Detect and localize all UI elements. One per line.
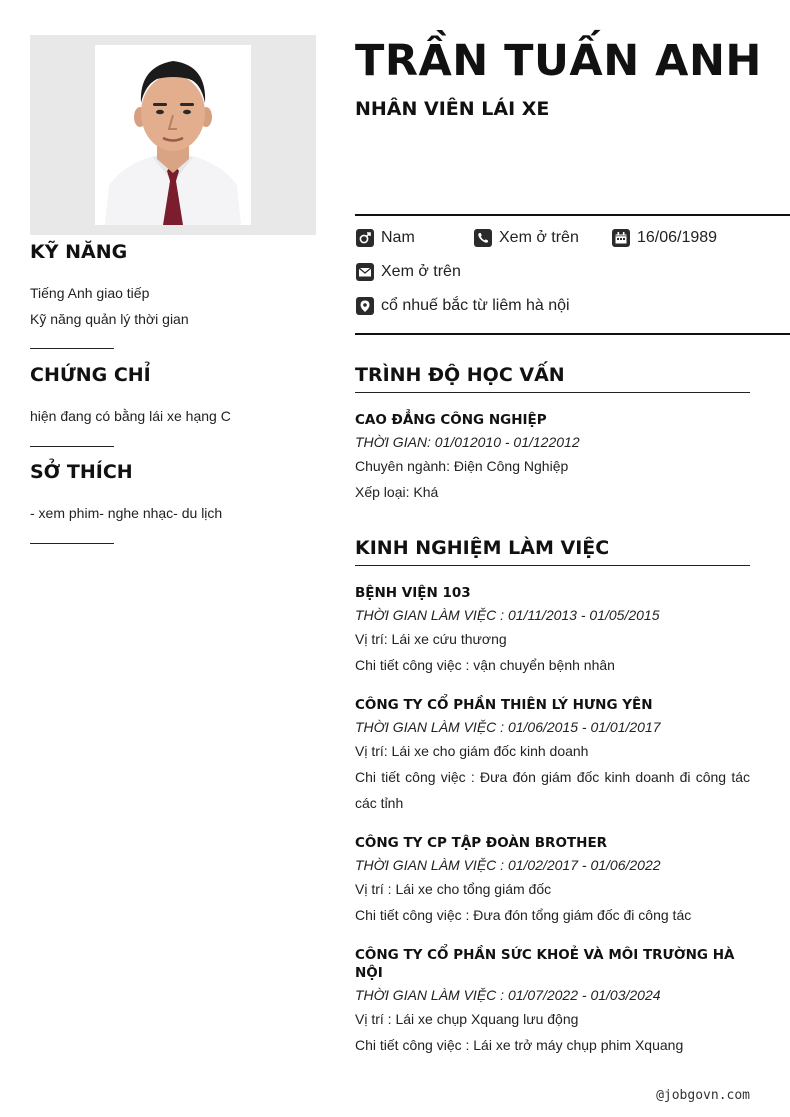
experience-position: Vị trí : Lái xe chụp Xquang lưu động: [355, 1011, 579, 1027]
birthday-value: 16/06/1989: [637, 229, 718, 246]
email-value: Xem ở trên: [381, 263, 461, 280]
calendar-icon: [612, 229, 630, 247]
experience-detail: Chi tiết công việc : Đưa đón giám đốc kinh doanh đi công tác các tỉnh: [355, 769, 750, 811]
experience-company: CÔNG TY CP TẬP ĐOÀN BROTHER: [355, 835, 608, 851]
experience-position: Vị trí: Lái xe cho giám đốc kinh doanh: [355, 743, 589, 759]
experience-entry: [355, 834, 750, 928]
divider: [355, 565, 750, 566]
hobbies-section: [30, 461, 320, 544]
contact-top-rule: [355, 214, 790, 216]
experience-entry: [355, 946, 750, 1058]
education-major: Chuyên ngành: Điện Công Nghiệp: [355, 458, 569, 474]
experience-time: THỜI GIAN LÀM VIỆC : 01/06/2015 - 01/01/2017: [355, 719, 661, 735]
contact-bottom-rule: [355, 333, 790, 335]
education-section: [355, 364, 750, 505]
email-info: [356, 263, 461, 281]
address-value: cổ nhuế bắc từ liêm hà nội: [381, 297, 570, 314]
experience-time: THỜI GIAN LÀM VIỆC : 01/02/2017 - 01/06/2022: [355, 857, 661, 873]
phone-value: Xem ở trên: [499, 229, 579, 246]
location-pin-icon: [356, 297, 374, 315]
experience-company: BỆNH VIỆN 103: [355, 585, 471, 601]
profile-photo: [95, 45, 251, 225]
education-time: THỜI GIAN: 01/012010 - 01/122012: [355, 434, 580, 450]
experience-entry: [355, 584, 750, 678]
hobbies-title: SỞ THÍCH: [30, 461, 133, 483]
divider: [30, 348, 114, 349]
birthday-info: [612, 229, 717, 247]
phone-icon: [474, 229, 492, 247]
experience-position: Vị trí : Lái xe cho tổng giám đốc: [355, 881, 552, 897]
education-grade: Xếp loại: Khá: [355, 484, 439, 500]
certificate-item: hiện đang có bằng lái xe hạng C: [30, 408, 231, 424]
experience-time: THỜI GIAN LÀM VIỆC : 01/11/2013 - 01/05/2015: [355, 607, 660, 623]
experience-section: [355, 537, 750, 1058]
certificates-title: CHỨNG CHỈ: [30, 364, 151, 386]
divider: [30, 446, 114, 447]
address-info: [356, 297, 570, 315]
certificates-section: [30, 364, 320, 447]
experience-title: KINH NGHIỆM LÀM VIỆC: [355, 537, 610, 559]
job-title: NHÂN VIÊN LÁI XE: [355, 98, 550, 120]
experience-company: CÔNG TY CỔ PHẦN THIÊN LÝ HƯNG YÊN: [355, 697, 653, 713]
gender-value: Nam: [381, 229, 415, 246]
experience-position: Vị trí: Lái xe cứu thương: [355, 631, 507, 647]
skills-title: KỸ NĂNG: [30, 241, 128, 263]
experience-company: CÔNG TY CỔ PHẦN SỨC KHOẺ VÀ MÔI TRƯỜNG HÀ NỘI: [355, 947, 735, 981]
education-title: TRÌNH ĐỘ HỌC VẤN: [355, 364, 565, 386]
experience-detail: Chi tiết công việc : Đưa đón tổng giám đốc đi công tác: [355, 907, 692, 923]
divider: [30, 543, 114, 544]
experience-time: THỜI GIAN LÀM VIỆC : 01/07/2022 - 01/03/2024: [355, 987, 661, 1003]
experience-detail: Chi tiết công việc : Lái xe trở máy chụp phim Xquang: [355, 1037, 684, 1053]
divider: [355, 392, 750, 393]
skill-item: Kỹ năng quản lý thời gian: [30, 311, 189, 327]
phone-info: [474, 229, 579, 247]
candidate-name: TRẦN TUẤN ANH: [355, 36, 762, 86]
skill-item: Tiếng Anh giao tiếp: [30, 285, 150, 301]
experience-detail: Chi tiết công việc : vận chuyển bệnh nhân: [355, 657, 615, 673]
email-icon: [356, 263, 374, 281]
skills-section: [30, 241, 320, 349]
hobby-item: - xem phim- nghe nhạc- du lịch: [30, 505, 223, 521]
education-school: CAO ĐẲNG CÔNG NGHIỆP: [355, 412, 547, 428]
watermark: @jobgovn.com: [656, 1088, 750, 1103]
gender-info: [356, 229, 415, 247]
experience-entry: [355, 696, 750, 816]
gender-icon: [356, 229, 374, 247]
